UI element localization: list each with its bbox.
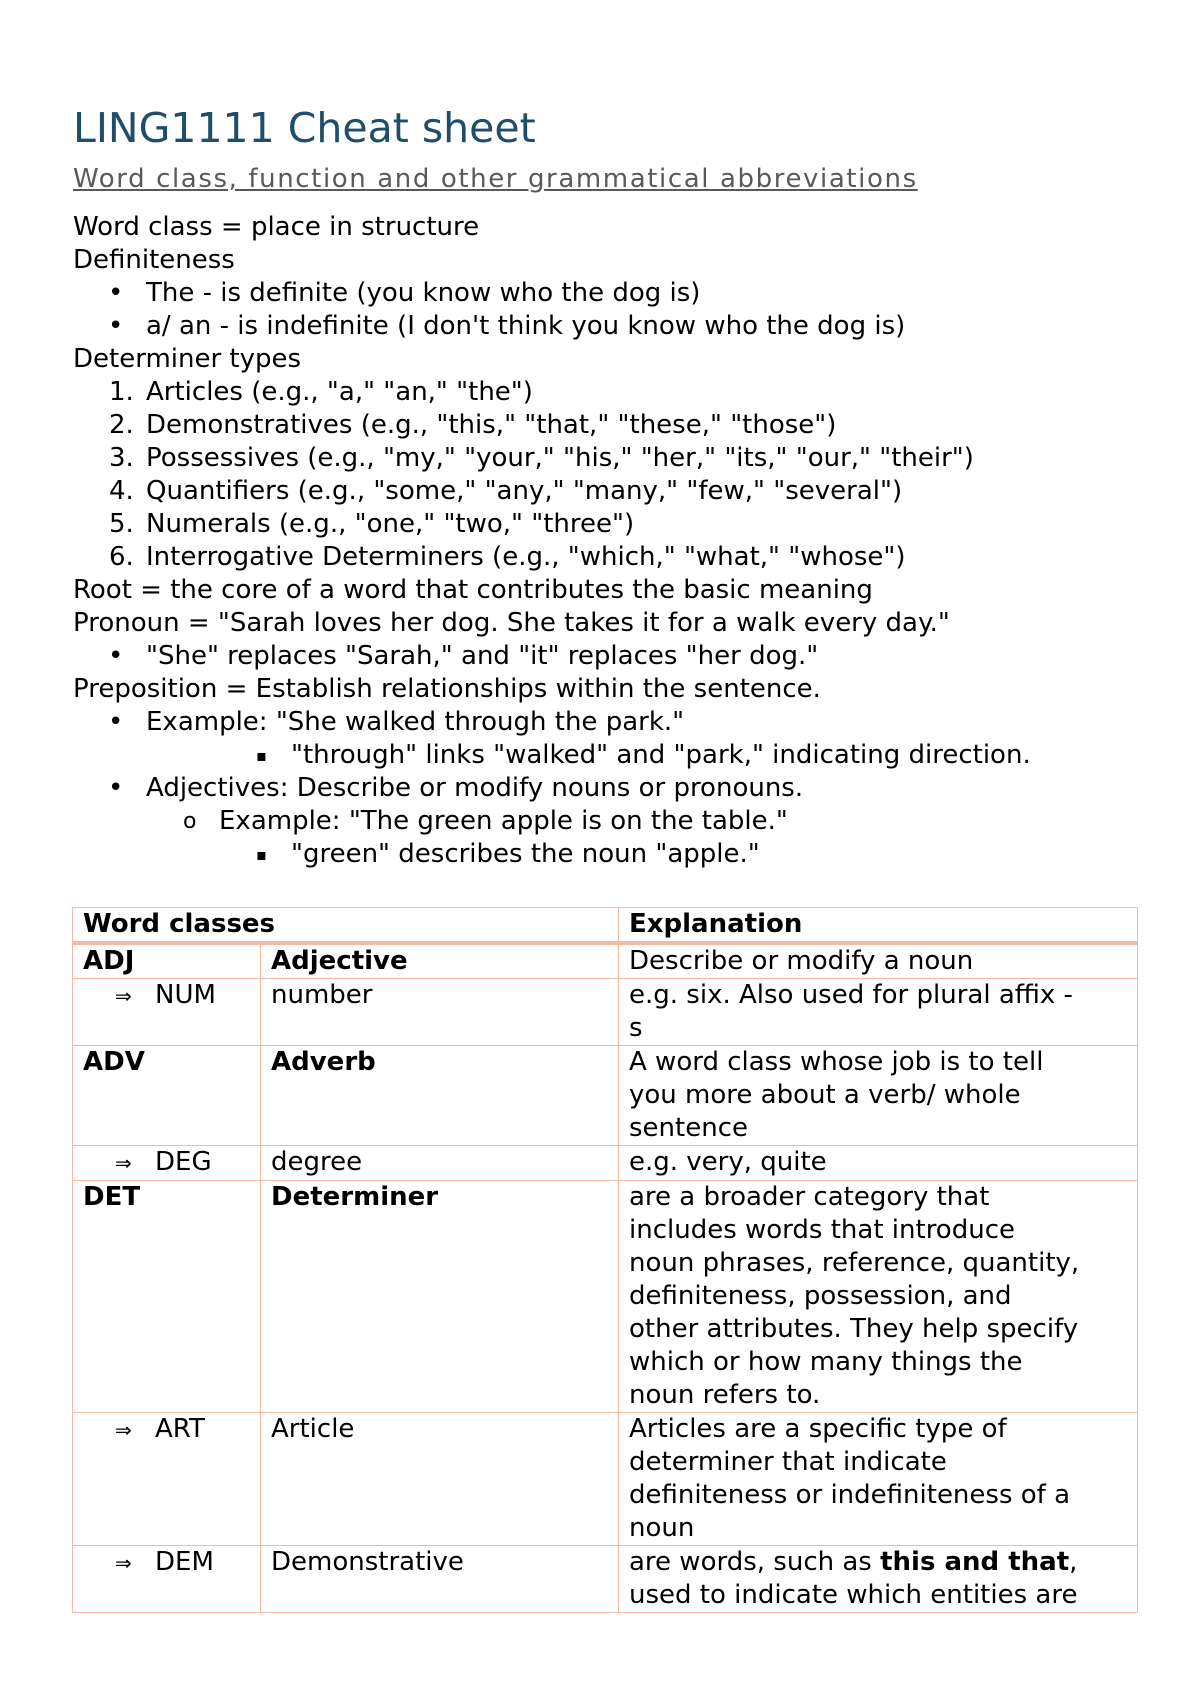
- list-number: 2.: [109, 410, 134, 440]
- table-row: [73, 1413, 1138, 1546]
- line-text: Numerals (e.g., "one," "two," "three"): [146, 509, 635, 539]
- explanation-line: are a broader category that: [629, 1182, 990, 1212]
- text-line: [73, 574, 1153, 607]
- abbr-cell: [73, 1046, 261, 1146]
- explanation-line: noun: [629, 1513, 695, 1543]
- bullet-icon: •: [108, 773, 124, 803]
- explanation-line: Articles are a specific type of: [629, 1414, 1007, 1444]
- explanation-cell: [619, 1413, 1138, 1546]
- explanation-cell: [619, 1046, 1138, 1146]
- line-text: Root = the core of a word that contributes the basic meaning: [73, 575, 873, 605]
- arrow-icon: ⇒: [115, 1551, 132, 1575]
- explanation-line: noun phrases, reference, quantity,: [629, 1248, 1080, 1278]
- explanation-cell: [619, 1181, 1138, 1413]
- emphasis-text: this and that: [880, 1547, 1070, 1577]
- abbreviation: DEG: [155, 1147, 212, 1177]
- list-item: [73, 805, 1153, 838]
- line-text: Example: "The green apple is on the table.": [219, 806, 788, 836]
- abbreviation: NUM: [155, 980, 216, 1010]
- explanation-line: determiner that indicate: [629, 1447, 947, 1477]
- explanation-text: are words, such as: [629, 1547, 881, 1577]
- bullet-icon: •: [108, 311, 124, 341]
- list-item: [73, 706, 1153, 739]
- explanation-line: sentence: [629, 1113, 748, 1143]
- explanation-text: ,: [1069, 1547, 1078, 1577]
- list-item: [73, 508, 1153, 541]
- explanation-cell: [619, 1146, 1138, 1181]
- line-text: Definiteness: [73, 245, 235, 275]
- abbreviation: DEM: [155, 1547, 214, 1577]
- line-text: Word class = place in structure: [73, 212, 480, 242]
- arrow-icon: ⇒: [115, 984, 132, 1008]
- explanation-line: definiteness or indefiniteness of a: [629, 1480, 1071, 1510]
- explanation-line: definiteness, possession, and: [629, 1281, 1012, 1311]
- explanation-cell: [619, 979, 1138, 1046]
- explanation-line: e.g. six. Also used for plural affix -: [629, 980, 1073, 1010]
- text-line: [73, 343, 1153, 376]
- line-text: Quantifiers (e.g., "some," "any," "many," "few," "several"): [146, 476, 903, 506]
- list-number: 4.: [109, 476, 134, 506]
- table-row: [73, 1146, 1138, 1181]
- list-number: 3.: [109, 443, 134, 473]
- word-class-table: [72, 907, 1138, 1613]
- class-name-cell: degree: [261, 1146, 619, 1181]
- abbreviation: ART: [155, 1414, 205, 1444]
- line-text: Determiner types: [73, 344, 302, 374]
- header-explanation: Explanation: [619, 908, 1138, 944]
- list-item: [73, 640, 1153, 673]
- explanation-line: which or how many things the: [629, 1347, 1023, 1377]
- list-item: [73, 739, 1153, 772]
- table-row: [73, 1546, 1138, 1613]
- list-item: [73, 310, 1153, 343]
- text-line: [73, 607, 1153, 640]
- list-item: [73, 442, 1153, 475]
- explanation-line: e.g. very, quite: [629, 1147, 827, 1177]
- class-name-cell: Determiner: [261, 1181, 619, 1413]
- table-row: [73, 943, 1138, 979]
- abbr-cell: [73, 1413, 261, 1546]
- line-text: Adjectives: Describe or modify nouns or pronouns.: [146, 773, 804, 803]
- explanation-line: you more about a verb/ whole: [629, 1080, 1021, 1110]
- explanation-line: noun refers to.: [629, 1380, 821, 1410]
- list-number: 5.: [109, 509, 134, 539]
- bullet-icon: •: [108, 278, 124, 308]
- class-name-cell: number: [261, 979, 619, 1046]
- class-name-cell: Adjective: [261, 943, 619, 979]
- list-item: [73, 838, 1153, 871]
- class-name-cell: Article: [261, 1413, 619, 1546]
- explanation-line: includes words that introduce: [629, 1215, 1015, 1245]
- explanation-line: s: [629, 1013, 643, 1043]
- list-number: 6.: [109, 542, 134, 572]
- line-text: "green" describes the noun "apple.": [291, 839, 760, 869]
- abbreviation: ADJ: [83, 946, 135, 976]
- page-title: LING1111 Cheat sheet: [73, 104, 536, 152]
- line-text: Preposition = Establish relationships within the sentence.: [73, 674, 821, 704]
- list-item: [73, 376, 1153, 409]
- list-item: [73, 541, 1153, 574]
- line-text: Pronoun = "Sarah loves her dog. She takes it for a walk every day.": [73, 608, 950, 638]
- line-text: Possessives (e.g., "my," "your," "his," "her," "its," "our," "their"): [146, 443, 974, 473]
- abbr-cell: [73, 1146, 261, 1181]
- list-number: 1.: [109, 377, 134, 407]
- abbr-cell: [73, 1181, 261, 1413]
- line-text: "She" replaces "Sarah," and "it" replaces "her dog.": [146, 641, 819, 671]
- table-row: [73, 979, 1138, 1046]
- bullet-icon: •: [108, 641, 124, 671]
- bullet-icon: •: [108, 707, 124, 737]
- text-line: [73, 673, 1153, 706]
- abbr-cell: [73, 979, 261, 1046]
- class-name-cell: Demonstrative: [261, 1546, 619, 1613]
- explanation-cell: [619, 1546, 1138, 1613]
- table-row: [73, 1181, 1138, 1413]
- line-text: "through" links "walked" and "park," indicating direction.: [291, 740, 1031, 770]
- bullet-icon: ▪: [256, 845, 267, 864]
- abbr-cell: [73, 943, 261, 979]
- arrow-icon: ⇒: [115, 1151, 132, 1175]
- table-header-row: [73, 908, 1138, 944]
- text-line: [73, 211, 1153, 244]
- line-text: Example: "She walked through the park.": [146, 707, 685, 737]
- explanation-cell: [619, 943, 1138, 979]
- bullet-icon: o: [183, 809, 197, 834]
- text-line: [73, 244, 1153, 277]
- line-text: Articles (e.g., "a," "an," "the"): [146, 377, 533, 407]
- abbreviation: DET: [83, 1182, 141, 1212]
- class-name-cell: Adverb: [261, 1046, 619, 1146]
- explanation-line: [629, 1546, 1127, 1579]
- line-text: Demonstratives (e.g., "this," "that," "these," "those"): [146, 410, 837, 440]
- explanation-line: Describe or modify a noun: [629, 946, 974, 976]
- list-item: [73, 409, 1153, 442]
- line-text: The - is definite (you know who the dog is): [146, 278, 701, 308]
- abbr-cell: [73, 1546, 261, 1613]
- line-text: a/ an - is indefinite (I don't think you know who the dog is): [146, 311, 906, 341]
- list-item: [73, 475, 1153, 508]
- table-row: [73, 1046, 1138, 1146]
- header-word-classes: Word classes: [73, 908, 619, 944]
- explanation-line: used to indicate which entities are: [629, 1580, 1078, 1610]
- line-text: Interrogative Determiners (e.g., "which," "what," "whose"): [146, 542, 906, 572]
- abbreviation: ADV: [83, 1047, 145, 1077]
- bullet-icon: ▪: [256, 746, 267, 765]
- arrow-icon: ⇒: [115, 1418, 132, 1442]
- list-item: [73, 772, 1153, 805]
- explanation-line: other attributes. They help specify: [629, 1314, 1079, 1344]
- section-heading: Word class, function and other grammatical abbreviations: [73, 164, 918, 194]
- explanation-line: A word class whose job is to tell: [629, 1047, 1044, 1077]
- notes-body: [73, 211, 1153, 871]
- list-item: [73, 277, 1153, 310]
